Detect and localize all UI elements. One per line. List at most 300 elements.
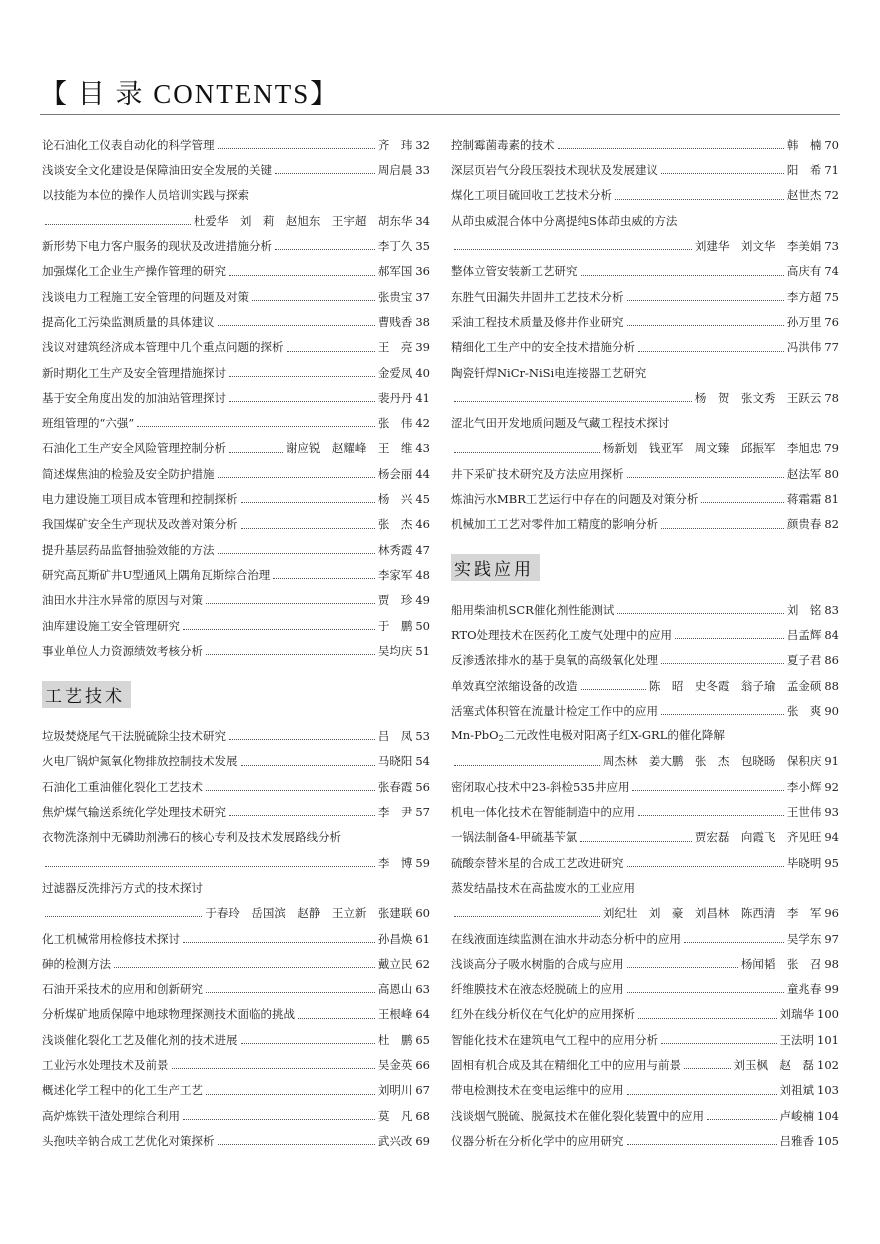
entry-authors: 孙昌焕 [377,931,413,946]
entry-authors: 赵世杰 [786,188,822,203]
dot-leader [183,942,375,943]
dot-leader [218,477,375,478]
entry-page-number: 45 [415,492,430,507]
toc-entry[interactable] [42,462,430,487]
entry-title: 事业单位人力资源绩效考核分析 [42,643,203,658]
entry-page-number: 76 [824,314,839,329]
toc-entry[interactable] [451,699,839,724]
entry-page-number: 81 [824,492,839,507]
entry-page-number: 60 [415,906,430,921]
entry-title: 论石油化工仪表自动化的科学管理 [42,137,215,152]
dot-leader [558,148,784,149]
dot-leader [454,452,600,453]
dot-leader [229,275,375,276]
dot-leader [45,224,191,225]
toc-entry[interactable] [451,158,839,183]
entry-title: 新形势下电力客户服务的现状及改进措施分析 [42,239,272,254]
dot-leader [45,866,375,867]
dot-leader [581,275,784,276]
entry-page-number: 90 [824,703,839,718]
dot-leader [241,1043,375,1044]
entry-authors: 周启晨 [377,163,413,178]
entry-title: 浅谈电力工程施工安全管理的问题及对策 [42,289,249,304]
entry-title: 精细化工生产中的安全技术措施分析 [451,340,635,355]
entry-page-number: 70 [824,137,839,152]
entry-title: 机电一体化技术在智能制造中的应用 [451,805,635,820]
entry-authors: 阳 希 [786,163,822,178]
entry-page-number: 96 [824,906,839,921]
entry-page-number: 62 [415,956,430,971]
toc-entry[interactable] [42,724,430,749]
toc-entry[interactable] [451,133,839,158]
entry-title: 红外在线分析仪在气化炉的应用探析 [451,1007,635,1022]
entry-title: 船用柴油机SCR催化剂性能测试 [451,602,615,617]
toc-entry[interactable] [42,487,430,512]
entry-page-number: 84 [824,627,839,642]
dot-leader [627,1144,777,1145]
entry-title: 涩北气田开发地质问题及气藏工程技术探讨 [451,416,670,431]
entry-page-number: 75 [824,289,839,304]
toc-entry[interactable] [42,639,430,664]
entry-authors: 裴丹丹 [377,390,413,405]
entry-title-subscript: 2 [498,734,504,744]
entry-title: 东胜气田漏失井固井工艺技术分析 [451,289,624,304]
entry-page-number: 83 [824,602,839,617]
entry-authors: 杜 鹏 [377,1032,413,1047]
entry-title: 蒸发结晶技术在高盐废水的工业应用 [451,880,635,895]
entry-authors: 吕孟辉 [786,627,822,642]
entry-page-number: 88 [824,678,839,693]
entry-authors: 吕雅香 [779,1133,815,1148]
toc-entry-continuation[interactable] [451,750,839,775]
entry-page-number: 34 [415,213,430,228]
entry-page-number: 51 [415,643,430,658]
entry-page-number: 78 [824,390,839,405]
entry-title: 焦炉煤气输送系统化学处理技术研究 [42,805,226,820]
dot-leader [218,553,375,554]
entry-authors: 李方超 [786,289,822,304]
toc-entry[interactable] [42,1028,430,1053]
toc-entry[interactable] [451,512,839,537]
dot-leader [627,300,784,301]
toc-entry[interactable] [42,361,430,386]
dot-leader [615,199,784,200]
dot-leader [218,148,375,149]
entry-page-number: 92 [824,779,839,794]
entry-page-number: 100 [817,1007,839,1022]
entry-title: 加强煤化工企业生产操作管理的研究 [42,264,226,279]
entry-authors: 孙万里 [786,314,822,329]
entry-authors: 杨新划 钱亚军 周文臻 邱振军 李旭忠 [602,441,822,456]
entry-title: 浅议对建筑经济成本管理中几个重点问题的探析 [42,340,284,355]
entry-page-number: 105 [817,1133,839,1148]
entry-authors: 王世伟 [786,805,822,820]
toc-entry[interactable] [451,285,839,310]
entry-page-number: 59 [415,855,430,870]
entry-page-number: 101 [817,1032,839,1047]
dot-leader [675,638,784,639]
entry-authors: 陈 昭 史冬霞 翁子瑜 孟金硕 [648,678,822,693]
toc-entry-continuation[interactable] [42,851,430,876]
section-title: 工艺技术 [42,681,131,708]
entry-title: 智能化技术在建筑电气工程中的应用分析 [451,1032,658,1047]
dot-leader [627,1094,777,1095]
dot-leader [206,1094,375,1095]
entry-page-number: 63 [415,982,430,997]
toc-entry[interactable] [42,512,430,537]
entry-page-number: 69 [415,1133,430,1148]
entry-title-part: Mn-PbO [451,728,499,743]
toc-entry[interactable] [42,1078,430,1103]
dot-leader [252,300,375,301]
toc-entry[interactable] [42,184,430,209]
entry-page-number: 104 [817,1108,839,1123]
toc-entry[interactable] [451,487,839,512]
dot-leader [638,1018,777,1019]
entry-title: 在线液面连续监测在油水井动态分析中的应用 [451,931,681,946]
dot-leader [627,967,738,968]
entry-authors: 刘祖斌 [779,1083,815,1098]
entry-title: 衣物洗涤剂中无磷助剂沸石的核心专利及技术发展路线分析 [42,830,341,845]
toc-entry-continuation[interactable] [451,901,839,926]
page-title: 【 目 录 CONTENTS】 [40,79,340,109]
toc-entry-continuation[interactable] [451,437,839,462]
entry-authors: 刘明川 [377,1083,413,1098]
toc-entry[interactable] [42,133,430,158]
entry-page-number: 71 [824,163,839,178]
toc-entry[interactable] [42,259,430,284]
entry-page-number: 94 [824,830,839,845]
entry-title: 控制霉菌毒素的技术 [451,137,555,152]
toc-entry[interactable] [42,927,430,952]
entry-title: 硫酸奈替米星的合成工艺改进研究 [451,855,624,870]
dot-leader [580,841,692,842]
entry-title: 基于安全角度出发的加油站管理探讨 [42,390,226,405]
toc-entry[interactable] [42,800,430,825]
entry-authors: 马晓阳 [377,754,413,769]
entry-authors: 戴立民 [377,956,413,971]
entry-title: 以技能为本位的操作人员培训实践与探索 [42,188,249,203]
dot-leader [661,663,784,664]
entry-authors: 张 杰 [377,517,413,532]
dot-leader [661,714,784,715]
dot-leader [273,578,375,579]
entry-title: 煤化工项目硫回收工艺技术分析 [451,188,612,203]
entry-page-number: 50 [415,618,430,633]
toc-entry[interactable] [42,588,430,613]
dot-leader [627,866,784,867]
entry-page-number: 102 [817,1057,839,1072]
toc-entry[interactable] [42,158,430,183]
entry-title: 井下采矿技术研究及方法应用探析 [451,466,624,481]
toc-entry[interactable] [451,1003,839,1028]
entry-page-number: 35 [415,239,430,254]
entry-authors: 周杰林 姜大鹏 张 杰 包晓旸 保积庆 [602,754,822,769]
entry-page-number: 80 [824,466,839,481]
entry-authors: 吴金英 [377,1057,413,1072]
entry-page-number: 46 [415,517,430,532]
toc-entry[interactable] [42,1053,430,1078]
entry-page-number: 91 [824,754,839,769]
dot-leader [218,325,375,326]
dot-leader [275,173,375,174]
toc-entry[interactable] [42,1129,430,1154]
entry-title: 高炉炼铁干渣处理综合利用 [42,1108,180,1123]
dot-leader [229,739,375,740]
entry-authors: 毕晓明 [786,855,822,870]
entry-authors: 刘瑞华 [779,1007,815,1022]
dot-leader [206,654,375,655]
entry-page-number: 42 [415,416,430,431]
dot-leader [627,477,784,478]
dot-leader [684,942,784,943]
toc-entry[interactable] [451,775,839,800]
entry-authors: 杨会丽 [377,466,413,481]
toc-entry[interactable] [42,876,430,901]
toc-entry[interactable] [42,952,430,977]
entry-title: 浅谈烟气脱硫、脱氮技术在催化裂化装置中的应用 [451,1108,704,1123]
dot-leader [298,1018,375,1019]
entry-page-number: 77 [824,340,839,355]
toc-entry[interactable] [42,285,430,310]
toc-entry[interactable] [451,184,839,209]
toc-entry[interactable] [451,1053,839,1078]
entry-page-number: 103 [817,1083,839,1098]
toc-entry[interactable] [451,1104,839,1129]
toc-entry[interactable] [42,310,430,335]
entry-title [451,730,725,743]
entry-title: 机械加工工艺对零件加工精度的影响分析 [451,517,658,532]
dot-leader [206,790,375,791]
entry-title: 密闭取心技术中23-斜检535井应用 [451,779,630,794]
toc-entry[interactable] [42,563,430,588]
entry-authors: 刘玉枫 赵 磊 [733,1057,815,1072]
entry-title: 浅谈高分子吸水树脂的合成与应用 [451,956,624,971]
entry-title: 整体立管安装新工艺研究 [451,264,578,279]
entry-title: 反渗透浓排水的基于臭氧的高级氧化处理 [451,653,658,668]
dot-leader [241,528,375,529]
toc-entry[interactable] [451,851,839,876]
entry-authors: 吴均庆 [377,643,413,658]
entry-page-number: 68 [415,1108,430,1123]
toc-entry[interactable] [451,1028,839,1053]
entry-authors: 杨 兴 [377,492,413,507]
dot-leader [229,815,375,816]
toc-entry[interactable] [451,977,839,1002]
toc-entry[interactable] [42,977,430,1002]
dot-leader [661,528,784,529]
entry-title: 头孢呋辛钠合成工艺优化对策探析 [42,1133,215,1148]
dot-leader [229,376,375,377]
entry-page-number: 86 [824,653,839,668]
entry-authors: 王 亮 [377,340,413,355]
toc-entry-continuation[interactable] [42,901,430,926]
toc-entry[interactable] [42,1003,430,1028]
toc-entry[interactable] [42,335,430,360]
toc-entry[interactable] [451,800,839,825]
toc-entry[interactable] [451,623,839,648]
toc-entry-continuation[interactable] [42,209,430,234]
entry-page-number: 98 [824,956,839,971]
toc-entry[interactable] [451,462,839,487]
entry-authors: 赵法军 [786,466,822,481]
toc-entry[interactable] [451,310,839,335]
dot-leader [206,992,375,993]
entry-title: 带电检测技术在变电运维中的应用 [451,1083,624,1098]
entry-authors: 杨闻韬 张 召 [740,956,822,971]
toc-entry[interactable] [451,927,839,952]
toc-entry[interactable] [451,361,839,386]
toc-entry[interactable] [42,825,430,850]
toc-entry-continuation[interactable] [451,234,839,259]
entry-title: 从茚虫威混合体中分离提纯S体茚虫威的方法 [451,213,678,228]
entry-title: 油库建设施工安全管理研究 [42,618,180,633]
dot-leader [206,603,375,604]
entry-title: 浅谈催化裂化工艺及催化剂的技术进展 [42,1032,238,1047]
dot-leader [454,249,692,250]
dot-leader [241,502,375,503]
toc-entry[interactable] [42,437,430,462]
entry-authors: 卢峻楠 [779,1108,815,1123]
toc-entry[interactable] [451,335,839,360]
toc-entry[interactable] [42,538,430,563]
toc-entry[interactable] [451,952,839,977]
toc-entry[interactable] [42,411,430,436]
entry-title: 提升基层药品监督抽验效能的方法 [42,542,215,557]
dot-leader [638,351,784,352]
dot-leader [701,502,783,503]
toc-entry[interactable] [42,750,430,775]
toc-entry[interactable] [451,1078,839,1103]
entry-title: 电力建设施工项目成本管理和控制探析 [42,492,238,507]
entry-title: 石油化工生产安全风险管理控制分析 [42,441,226,456]
dot-leader [183,629,375,630]
entry-page-number: 67 [415,1083,430,1098]
entry-authors: 莫 凡 [377,1108,413,1123]
entry-title: 石油开采技术的应用和创新研究 [42,982,203,997]
entry-title-rest: 二元改性电极对阳离子红X-GRL的催化降解 [503,728,725,743]
header-rule [40,114,840,115]
entry-page-number: 36 [415,264,430,279]
entry-page-number: 40 [415,365,430,380]
left-column [42,133,430,1154]
section-heading [42,664,430,724]
entry-title: 垃圾焚烧尾气干法脱硫除尘技术研究 [42,729,226,744]
entry-authors: 林秀霞 [377,542,413,557]
entry-title: 提高化工污染监测质量的具体建议 [42,314,215,329]
dot-leader [229,401,375,402]
dot-leader [137,426,375,427]
entry-authors: 贾宏磊 向霞飞 齐见旺 [694,830,822,845]
dot-leader [627,992,784,993]
entry-title: 炼油污水MBR工艺运行中存在的问题及对策分析 [451,492,699,507]
toc-entry[interactable] [451,674,839,699]
entry-authors: 韩 楠 [786,137,822,152]
dot-leader [684,1068,731,1069]
entry-authors: 冯洪伟 [786,340,822,355]
toc-entry[interactable] [451,1129,839,1154]
entry-page-number: 57 [415,805,430,820]
toc-entry[interactable] [42,614,430,639]
entry-authors: 李家军 [377,567,413,582]
entry-title: 单效真空浓缩设备的改造 [451,678,578,693]
entry-authors: 于春玲 岳国滨 赵静 王立新 张建联 [205,906,413,921]
dot-leader [454,916,600,917]
entry-page-number: 66 [415,1057,430,1072]
dot-leader [183,1119,375,1120]
toc-entry[interactable] [451,209,839,234]
entry-authors: 于 鹏 [377,618,413,633]
entry-authors: 刘 铭 [786,602,822,617]
toc-entry[interactable] [451,259,839,284]
dot-leader [114,967,375,968]
dot-leader [218,1144,375,1145]
entry-title: 活塞式体积管在流量计检定工作中的应用 [451,703,658,718]
entry-page-number: 39 [415,340,430,355]
entry-page-number: 41 [415,390,430,405]
toc-entry[interactable] [42,1104,430,1129]
entry-title: 班组管理的“六强” [42,416,135,431]
toc-entry[interactable] [451,825,839,850]
toc-entry[interactable] [42,775,430,800]
entry-authors: 金爱凤 [377,365,413,380]
dot-leader [275,249,375,250]
toc-entry[interactable] [42,234,430,259]
entry-authors: 李丁久 [377,239,413,254]
entry-authors: 齐 玮 [377,137,413,152]
entry-title: 我国煤矿安全生产现状及改善对策分析 [42,517,238,532]
entry-page-number: 38 [415,314,430,329]
entry-authors: 王法明 [779,1032,815,1047]
entry-authors: 高恩山 [377,982,413,997]
entry-authors: 武兴改 [377,1133,413,1148]
entry-authors: 谢应锐 赵耀峰 王 维 [285,441,413,456]
entry-title: 研究高瓦斯矿井U型通风上隅角瓦斯综合治理 [42,567,271,582]
entry-page-number: 43 [415,441,430,456]
entry-page-number: 44 [415,466,430,481]
toc-entry[interactable] [451,724,839,749]
toc-entry[interactable] [451,876,839,901]
entry-page-number: 54 [415,754,430,769]
entry-authors: 郝军国 [377,264,413,279]
entry-authors: 童兆春 [786,982,822,997]
entry-authors: 杜爱华 刘 莉 赵旭东 王宇超 胡东华 [193,213,413,228]
toc-entry-continuation[interactable] [451,386,839,411]
entry-title: 固相有机合成及其在精细化工中的应用与前景 [451,1057,681,1072]
entry-authors: 张贵宝 [377,289,413,304]
entry-authors: 曹贱香 [377,314,413,329]
entry-page-number: 97 [824,931,839,946]
toc-entry[interactable] [42,386,430,411]
dot-leader [617,613,784,614]
entry-title: 新时期化工生产及安全管理措施探讨 [42,365,226,380]
entry-page-number: 49 [415,593,430,608]
entry-authors: 蒋霜霜 [786,492,822,507]
entry-title: 工业污水处理技术及前景 [42,1057,169,1072]
dot-leader [241,765,375,766]
entry-authors: 杨 贺 张文秀 王跃云 [694,390,822,405]
entry-page-number: 99 [824,982,839,997]
dot-leader [707,1119,777,1120]
entry-authors: 高庆有 [786,264,822,279]
toc-entry[interactable] [451,598,839,623]
toc-entry[interactable] [451,648,839,673]
toc-entry[interactable] [451,411,839,436]
entry-page-number: 64 [415,1007,430,1022]
entry-title: 砷的检测方法 [42,956,111,971]
entry-title: RTO处理技术在医药化工废气处理中的应用 [451,627,673,642]
entry-page-number: 72 [824,188,839,203]
